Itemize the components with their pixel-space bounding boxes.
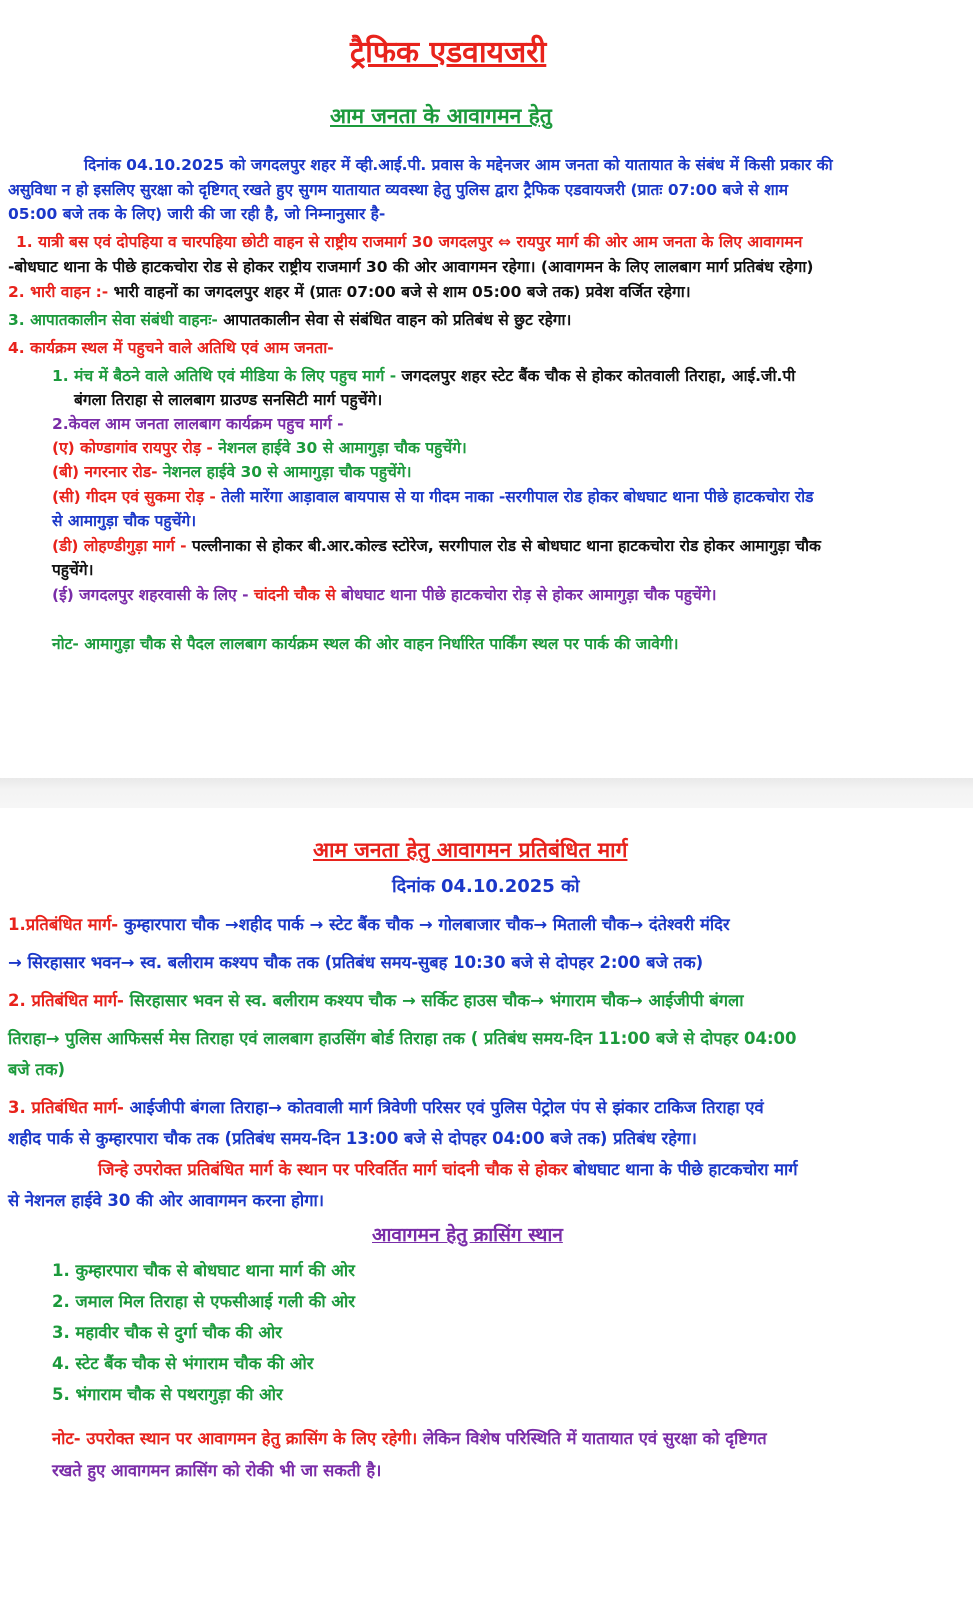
alternate-route-line-2: से नेशनल हाईवे 30 की ओर आवागमन करना होगा। xyxy=(8,1191,325,1210)
alternate-route-blue: बोधघाट थाना के पीछे हाटकचोरा मार्ग xyxy=(573,1160,798,1179)
restricted-route-2 xyxy=(8,990,744,1012)
restricted-route-1-line-2: → सिरहासार भवन→ स्व. बलीराम कश्यप चौक तक (प्रतिबंध समय-सुबह 10:30 बजे से दोपहर 2:00 बजे तक) xyxy=(8,953,704,972)
restricted-route-2-label: 2. प्रतिबंधित मार्ग- xyxy=(8,991,124,1010)
alternate-route xyxy=(98,1159,798,1181)
restricted-route-3-line-2: शहीद पार्क से कुम्हारपारा चौक तक (प्रतिबंध समय-दिन 13:00 बजे से दोपहर 04:00 बजे तक) प्रतिबंध रहेगा। xyxy=(8,1129,697,1148)
point-4-1-line-2: बंगला तिराहा से लालबाग ग्राउण्ड सनसिटी मार्ग पहुचेंगे। xyxy=(74,391,383,409)
crossing-note-red: नोट- उपरोक्त स्थान पर आवागमन हेतु क्रासिंग के लिए रहेगी। xyxy=(52,1429,418,1448)
point-4-heading: 4. कार्यक्रम स्थल में पहुचने वाले अतिथि एवं आम जनता- xyxy=(8,339,334,357)
restricted-route-3-label: 3. प्रतिबंधित मार्ग- xyxy=(8,1098,124,1117)
intro-line-2: असुविधा न हो इसलिए सुरक्षा को दृष्टिगत् रखते हुए सुगम यातायात व्यवस्था हेतु पुलिस द्वारा ट्रैफिक एडवायजरी (प्रातः 07:00 बजे से शाम xyxy=(8,181,788,199)
point-4-2-heading: 2.केवल आम जनता लालबाग कार्यक्रम पहुच मार्ग - xyxy=(52,415,344,433)
crossing-item: 3. महावीर चौक से दुर्गा चौक की ओर xyxy=(52,1323,282,1342)
advisory-title: ट्रैफिक एडवायजरी xyxy=(350,35,547,70)
crossing-title: आवागमन हेतु क्रासिंग स्थान xyxy=(372,1224,563,1246)
route-a xyxy=(52,438,467,458)
point-2-text: भारी वाहनों का जगदलपुर शहर में (प्रातः 07:00 बजे से शाम 05:00 बजे तक) प्रवेश वर्जित रहेगा। xyxy=(113,283,691,301)
crossing-note-line-2: रखते हुए आवागमन क्रासिंग को रोकी भी जा सकती है। xyxy=(52,1461,382,1480)
route-d xyxy=(52,536,821,556)
restricted-title: आम जनता हेतु आवागमन प्रतिबंधित मार्ग xyxy=(313,838,628,862)
route-c-text: तेली मारेंगा आड़ावाल बायपास से या गीदम नाका -सरगीपाल रोड होकर बोधघाट थाना पीछे हाटकचोरा रोड xyxy=(221,488,814,506)
route-c-label: (सी) गीदम एवं सुकमा रोड़ - xyxy=(52,488,216,506)
restricted-date: दिनांक 04.10.2025 को xyxy=(392,876,580,897)
restricted-route-2-line-3: बजे तक) xyxy=(8,1060,66,1079)
crossing-item: 5. भंगाराम चौक से पथरागुड़ा की ओर xyxy=(52,1385,283,1404)
restricted-sheet xyxy=(0,808,973,1600)
crossing-note xyxy=(52,1428,767,1450)
advisory-subtitle: आम जनता के आवागमन हेतु xyxy=(330,104,552,128)
route-d-line-2: पहुचेंगे। xyxy=(52,561,94,579)
route-d-label: (डी) लोहण्डीगुड़ा मार्ग - xyxy=(52,537,187,555)
route-e xyxy=(52,585,716,605)
route-e-label: (ई) जगदलपुर शहरवासी के लिए - xyxy=(52,586,249,604)
crossing-item: 2. जमाल मिल तिराहा से एफसीआई गली की ओर xyxy=(52,1292,356,1311)
route-b-label: (बी) नगरनार रोड- xyxy=(52,463,158,481)
restricted-route-3-text: आईजीपी बंगला तिराहा→ कोतवाली मार्ग त्रिवेणी परिसर एवं पुलिस पेट्रोल पंप से झंकार टाकिज तिराहा एवं xyxy=(129,1098,764,1117)
route-c-line-2: से आमागुड़ा चौक पहुचेंगे। xyxy=(52,512,197,530)
restricted-route-1-label: 1.प्रतिबंधित मार्ग- xyxy=(8,915,119,934)
restricted-route-2-line-2: तिराहा→ पुलिस आफिसर्स मेस तिराहा एवं लालबाग हाउसिंग बोर्ड तिराहा तक ( प्रतिबंध समय-दिन 11:00 बजे से दोपहर 04:00 xyxy=(8,1029,797,1048)
route-d-text: पल्लीनाका से होकर बी.आर.कोल्ड स्टोरेज, सरगीपाल रोड से बोधघाट थाना हाटकचोरा रोड होकर आमागुड़ा चौक xyxy=(191,537,821,555)
restricted-route-2-text: सिरहासार भवन से स्व. बलीराम कश्यप चौक → सर्किट हाउस चौक→ भंगाराम चौक→ आईजीपी बंगला xyxy=(129,991,744,1010)
point-4-1-label: 1. मंच में बैठने वाले अतिथि एवं मीडिया के लिए पहुच मार्ग - xyxy=(52,367,397,385)
point-3 xyxy=(8,310,571,330)
alternate-route-red: जिन्हे उपरोक्त प्रतिबंधित मार्ग के स्थान पर परिवर्तित मार्ग चांदनी चौक से होकर xyxy=(98,1160,568,1179)
point-2-label: 2. भारी वाहन :- xyxy=(8,283,109,301)
crossing-item: 1. कुम्हारपारा चौक से बोधघाट थाना मार्ग की ओर xyxy=(52,1261,355,1280)
route-b-text: नेशनल हाईवे 30 से आमागुड़ा चौक पहुचेंगे। xyxy=(162,463,412,481)
restricted-route-1-text: कुम्हारपारा चौक →शहीद पार्क → स्टेट बैंक चौक → गोलबाजार चौक→ मिताली चौक→ दंतेश्वरी मंदिर xyxy=(123,915,730,934)
point-2 xyxy=(8,282,691,302)
crossing-item: 4. स्टेट बैंक चौक से भंगाराम चौक की ओर xyxy=(52,1354,314,1373)
point-3-label: 3. आपातकालीन सेवा संबंधी वाहनः- xyxy=(8,311,218,329)
advisory-sheet xyxy=(0,0,973,778)
route-b xyxy=(52,462,412,482)
page-divider xyxy=(0,778,973,808)
route-c xyxy=(52,487,813,507)
crossing-note-purple: लेकिन विशेष परिस्थिति में यातायात एवं सुरक्षा को दृष्टिगत xyxy=(422,1429,767,1448)
route-a-label: (ए) कोण्डागांव रायपुर रोड़ - xyxy=(52,439,213,457)
point-3-text: आपातकालीन सेवा से संबंधित वाहन को प्रतिबंध से छुट रहेगा। xyxy=(223,311,572,329)
route-e-mid: चांदनी चौक से xyxy=(253,586,336,604)
advisory-note: नोट- आमागुड़ा चौक से पैदल लालबाग कार्यक्रम स्थल की ओर वाहन निर्धारित पार्किंग स्थल पर पार्क की जावेगी। xyxy=(52,635,679,653)
restricted-route-1 xyxy=(8,914,730,936)
point-1-line-1: 1. यात्री बस एवं दोपहिया व चारपहिया छोटी वाहन से राष्ट्रीय राजमार्ग 30 जगदलपुर ⇔ रायपुर मार्ग की ओर आम जनता के लिए आवागमन xyxy=(16,233,803,251)
restricted-route-3 xyxy=(8,1097,764,1119)
intro-line-3: 05:00 बजे तक के लिए) जारी की जा रही है, जो निम्नानुसार है- xyxy=(8,205,386,223)
intro-line-1: दिनांक 04.10.2025 को जगदलपुर शहर में व्ही.आई.पी. प्रवास के मद्देनजर आम जनता को यातायात के संबंध में किसी प्रकार की xyxy=(84,156,833,174)
route-e-text: बोधघाट थाना पीछे हाटकचोरा रोड़ से होकर आमागुड़ा चौक पहुचेंगे। xyxy=(341,586,717,604)
point-1-line-2: -बोधघाट थाना के पीछे हाटकचोरा रोड से होकर राष्ट्रीय राजमार्ग 30 की ओर आवागमन रहेगा। (आवागमन के लिए लालबाग मार्ग प्रतिबंध रहेगा) xyxy=(8,258,814,276)
point-4-1 xyxy=(52,366,795,386)
route-a-text: नेशनल हाईवे 30 से आमागुड़ा चौक पहुचेंगे। xyxy=(218,439,467,457)
point-4-1-text: जगदलपुर शहर स्टेट बैंक चौक से होकर कोतवाली तिराहा, आई.जी.पी xyxy=(401,367,796,385)
